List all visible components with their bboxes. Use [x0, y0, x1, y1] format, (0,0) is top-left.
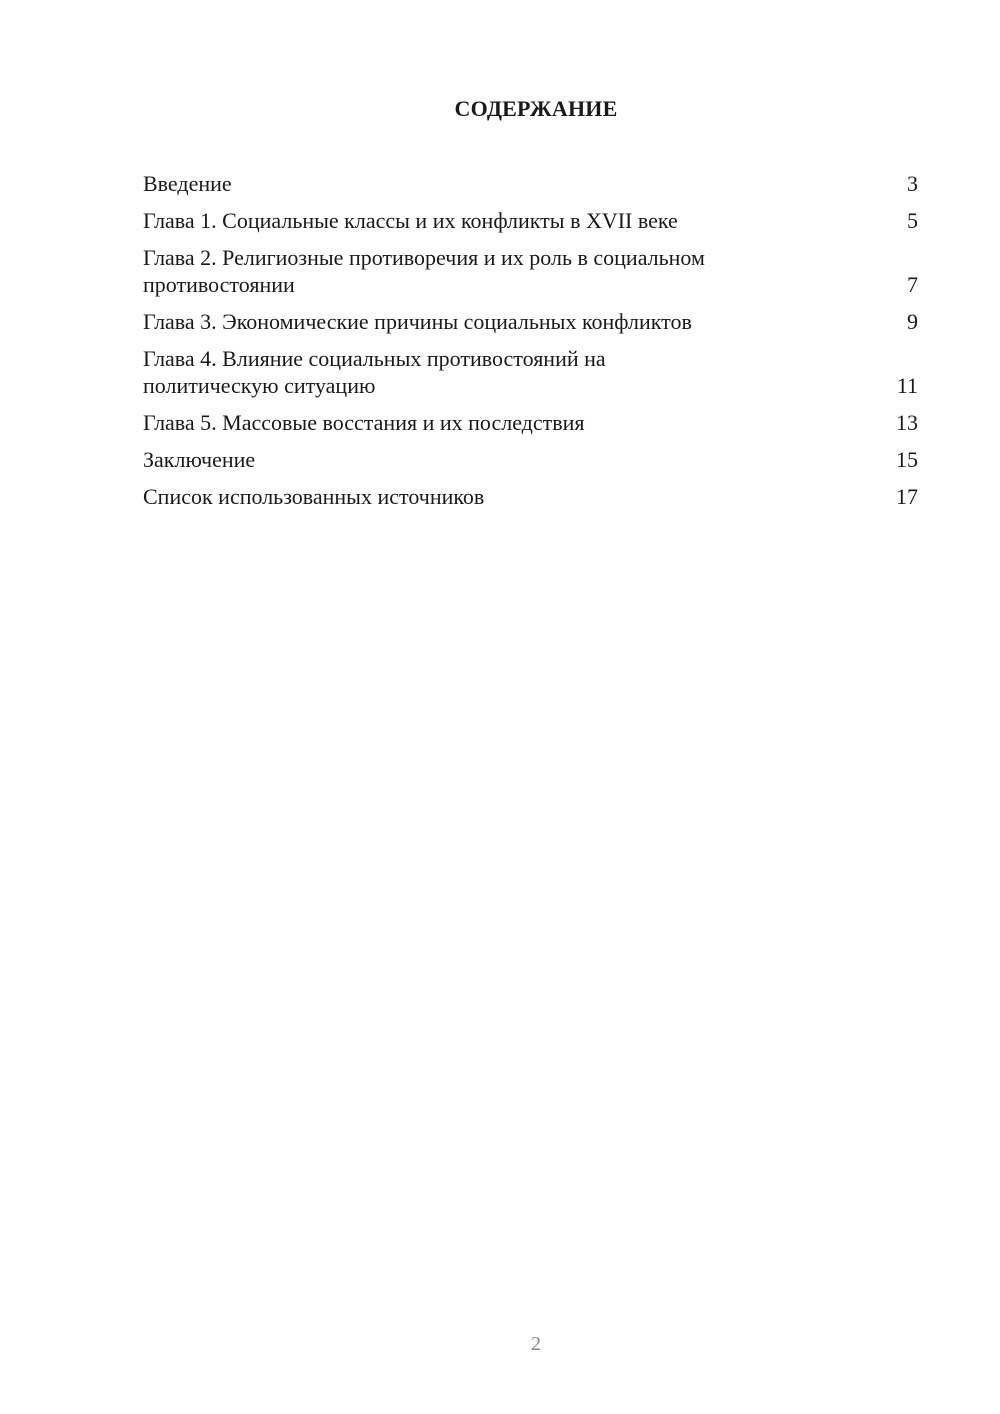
toc-entry-line: Список использованных источников: [143, 484, 485, 509]
toc-page-number: 17: [896, 484, 918, 509]
toc-entry-text: [143, 170, 918, 197]
toc-entry-text: [143, 409, 918, 436]
toc-entry-text: [143, 345, 918, 399]
toc-entry-line: Глава 5. Массовые восстания и их последствия: [143, 410, 585, 435]
toc-entry-conclusion: [143, 446, 918, 473]
toc-page-number: 7: [907, 272, 918, 297]
toc-entry-text: [143, 244, 918, 298]
toc-entry-chapter-2: [143, 244, 918, 298]
toc-entry-line: Введение: [143, 171, 232, 196]
toc-page-number: 11: [896, 373, 918, 398]
toc-entry-line: Глава 1. Социальные классы и их конфликты в XVII веке: [143, 208, 678, 233]
toc-page-number: 5: [907, 208, 918, 233]
toc-entry-text: [143, 207, 918, 234]
toc-entry-introduction: [143, 170, 918, 197]
toc-entry-line: Глава 4. Влияние социальных противостояний на: [143, 346, 606, 371]
toc-entry-line: политическую ситуацию: [143, 373, 376, 398]
toc-entry-line: противостоянии: [143, 272, 295, 297]
toc-page-number: 13: [896, 410, 918, 435]
page-title: СОДЕРЖАНИЕ: [454, 96, 618, 121]
toc-entry-chapter-3: [143, 308, 918, 335]
toc-entry-line: Глава 3. Экономические причины социальных конфликтов: [143, 309, 692, 334]
toc-page-number: 3: [907, 171, 918, 196]
toc-entry-chapter-1: [143, 207, 918, 234]
toc-entry-chapter-5: [143, 409, 918, 436]
page-number: 2: [531, 1333, 541, 1355]
toc-entry-text: [143, 308, 918, 335]
table-of-contents: [143, 170, 918, 520]
toc-page-number: 9: [907, 309, 918, 334]
toc-entry-text: [143, 446, 918, 473]
toc-entry-references: [143, 483, 918, 510]
toc-entry-line: Глава 2. Религиозные противоречия и их роль в социальном: [143, 245, 705, 270]
toc-page-number: 15: [896, 447, 918, 472]
toc-entry-chapter-4: [143, 345, 918, 399]
toc-entry-text: [143, 483, 918, 510]
toc-entry-line: Заключение: [143, 447, 256, 472]
